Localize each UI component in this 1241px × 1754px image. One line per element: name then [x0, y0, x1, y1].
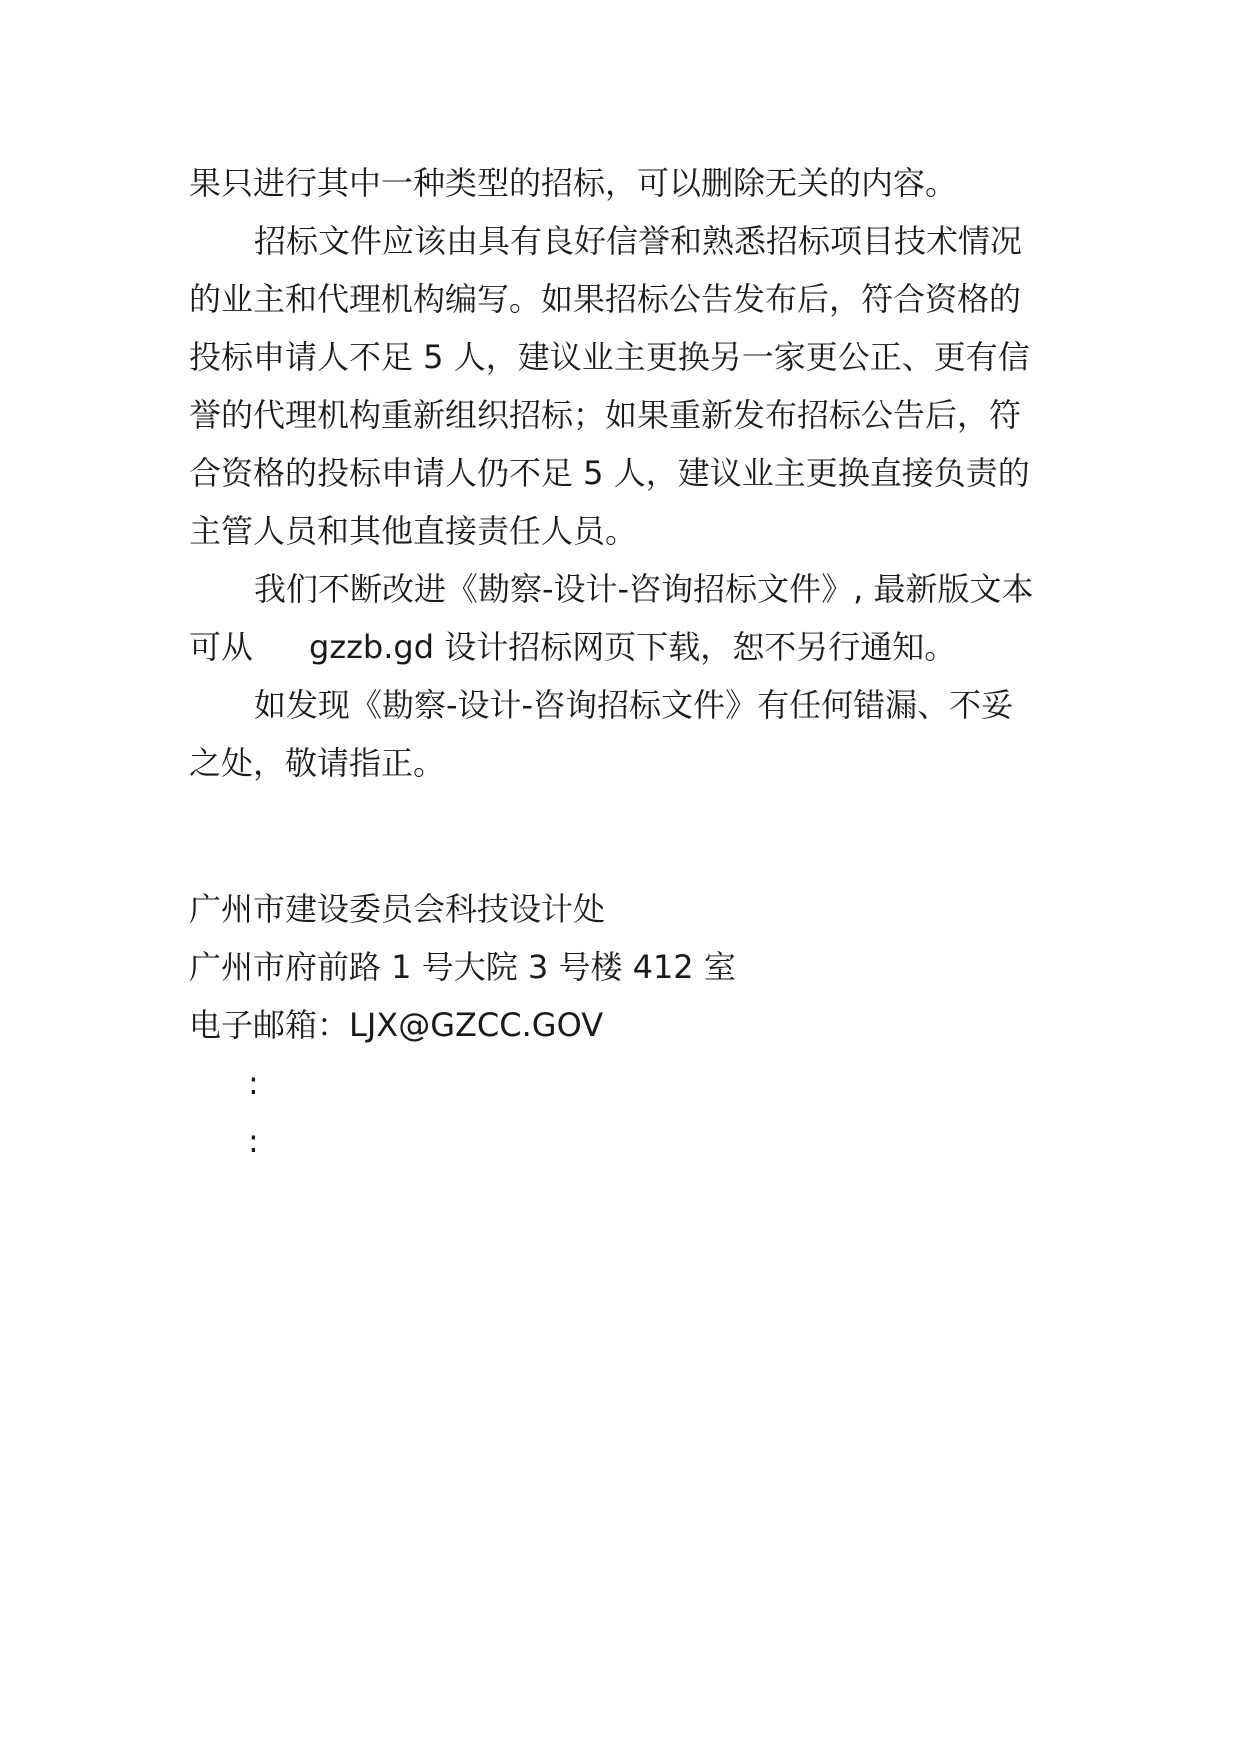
- paragraph-line: 主管人员和其他直接责任人员。: [189, 512, 638, 550]
- paragraph-line: 誉的代理机构重新组织招标；如果重新发布招标公告后，符: [189, 396, 1022, 434]
- colon-mark: :: [248, 1122, 259, 1160]
- contact-address: 广州市府前路 1 号大院 3 号楼 412 室: [189, 948, 736, 986]
- paragraph-line: 如发现《勘察-设计-咨询招标文件》有任何错漏、不妥: [254, 686, 1014, 724]
- paragraph-line: 投标申请人不足 5 人，建议业主更换另一家更公正、更有信: [189, 338, 1030, 376]
- paragraph-line: 的业主和代理机构编写。如果招标公告发布后，符合资格的: [189, 280, 1022, 318]
- paragraph-line: 我们不断改进《勘察-设计-咨询招标文件》, 最新版文本: [254, 570, 1034, 608]
- contact-org: 广州市建设委员会科技设计处: [189, 890, 606, 928]
- contact-email: 电子邮箱：LJX@GZCC.GOV: [189, 1006, 604, 1044]
- paragraph-line: 招标文件应该由具有良好信誉和熟悉招标项目技术情况: [254, 222, 1023, 260]
- colon-mark: :: [248, 1064, 259, 1102]
- paragraph-line: 合资格的投标申请人仍不足 5 人，建议业主更换直接负责的: [189, 454, 1030, 492]
- download-url-text: gzzb.gd 设计招标网页下载，恕不另行通知。: [309, 628, 957, 666]
- paragraph-text: 可从: [189, 628, 254, 666]
- paragraph-line: [189, 627, 956, 667]
- paragraph-line: 之处，敬请指正。: [189, 744, 446, 782]
- paragraph-line: 果只进行其中一种类型的招标，可以删除无关的内容。: [189, 164, 958, 202]
